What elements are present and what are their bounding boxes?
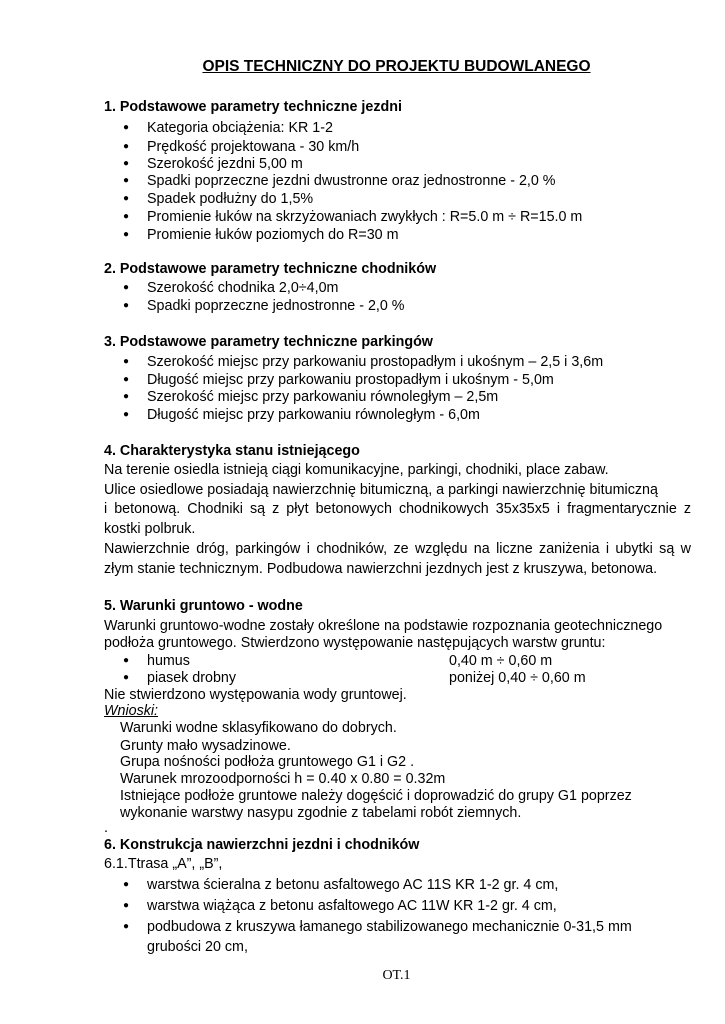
list-item: ● Spadki poprzeczne jezdni dwustronne oraz jednostronne - 2,0 % [123, 173, 556, 189]
soil-layer-name: ● piasek drobny [123, 670, 237, 686]
paragraph-line: podłoża gruntowego. Stwierdzono występowanie następujących warstw gruntu: [104, 635, 606, 651]
bullet-icon: ● [123, 141, 130, 152]
paragraph-line: Ulice osiedlowe posiadają nawierzchnię bitumiczną, a parkingi nawierzchnię bitumiczną [104, 482, 658, 498]
list-item: ● Spadek podłużny do 1,5% [123, 191, 314, 207]
bullet-icon: ● [123, 193, 130, 204]
bullet-icon: ● [123, 211, 130, 222]
conclusion-line: Istniejące podłoże gruntowe należy dogęścić i doprowadzić do grupy G1 poprzez [120, 788, 632, 804]
list-item: ● Spadki poprzeczne jednostronne - 2,0 % [123, 298, 405, 314]
section-6-heading: 6. Konstrukcja nawierzchni jezdni i chodników [104, 837, 420, 853]
list-item: ● Promienie łuków na skrzyżowaniach zwykłych : R=5.0 m ÷ R=15.0 m [123, 209, 583, 225]
paragraph-line: kostki polbruk. [104, 521, 196, 537]
paragraph-line: i betonową. Chodniki są z płyt betonowych chodnikowych 35x35x5 i fragmentarycznie z [104, 501, 691, 517]
list-item: ● warstwa ścieralna z betonu asfaltowego AC 11S KR 1-2 gr. 4 cm, [123, 877, 559, 893]
list-item: ● Promienie łuków poziomych do R=30 m [123, 227, 399, 243]
bullet-icon: ● [123, 229, 130, 240]
bullet-icon: ● [123, 655, 130, 666]
section-5-heading: 5. Warunki gruntowo - wodne [104, 598, 303, 614]
bullet-icon: ● [123, 409, 130, 420]
bullet-icon: ● [123, 175, 130, 186]
list-item: ● podbudowa z kruszywa łamanego stabilizowanego mechanicznie 0-31,5 mm [123, 919, 632, 935]
list-item: ● warstwa wiążąca z betonu asfaltowego AC 11W KR 1-2 gr. 4 cm, [123, 898, 557, 914]
conclusion-line: Warunek mrozoodporności h = 0.40 x 0.80 = 0.32m [120, 771, 446, 787]
bullet-icon: ● [123, 282, 130, 293]
bullet-icon: ● [123, 300, 130, 311]
list-item: ● Szerokość jezdni 5,00 m [123, 156, 303, 172]
conclusion-line: wykonanie warstwy nasypu zgodnie z tabelami robót ziemnych. [120, 805, 522, 821]
bullet-icon: ● [123, 879, 130, 890]
list-item: ● Długość miejsc przy parkowaniu równoległym - 6,0m [123, 407, 480, 423]
list-item-continuation: grubości 20 cm, [147, 939, 248, 955]
conclusions-label: Wnioski: [104, 703, 159, 719]
list-item: ● Szerokość chodnika 2,0÷4,0m [123, 280, 339, 296]
bullet-icon: ● [123, 672, 130, 683]
paragraph-line: Warunki gruntowo-wodne zostały określone na podstawie rozpoznania geotechnicznego [104, 618, 663, 634]
bullet-icon: ● [123, 122, 130, 133]
conclusion-line: Grupa nośności podłoża gruntowego G1 i G2 . [120, 754, 415, 770]
soil-layer-depth: 0,40 m ÷ 0,60 m [449, 653, 553, 669]
list-item: ● Kategoria obciążenia: KR 1-2 [123, 120, 333, 136]
list-item: ● Szerokość miejsc przy parkowaniu równoległym – 2,5m [123, 389, 499, 405]
list-item: ● Prędkość projektowana - 30 km/h [123, 139, 360, 155]
paragraph-line: złym stanie technicznym. Podbudowa nawierzchni jezdnych jest z kruszywa, betonowa. [104, 561, 658, 577]
paragraph-line: Nie stwierdzono występowania wody gruntowej. [104, 687, 407, 703]
bullet-icon: ● [123, 374, 130, 385]
list-item: ● Długość miejsc przy parkowaniu prostopadłym i ukośnym - 5,0m [123, 372, 554, 388]
bullet-icon: ● [123, 900, 130, 911]
page-title: OPIS TECHNICZNY DO PROJEKTU BUDOWLANEGO [202, 58, 591, 75]
section-2-heading: 2. Podstawowe parametry techniczne chodników [104, 261, 437, 277]
bullet-icon: ● [123, 356, 130, 367]
soil-layer-depth: poniżej 0,40 ÷ 0,60 m [449, 670, 586, 686]
bullet-icon: ● [123, 921, 130, 932]
page-footer: OT.1 [382, 968, 411, 983]
conclusion-line: Grunty mało wysadzinowe. [120, 738, 291, 754]
soil-layer-name: ● humus [123, 653, 190, 669]
conclusion-line: Warunki wodne sklasyfikowano do dobrych. [120, 720, 397, 736]
stray-dot: . [104, 820, 108, 836]
bullet-icon: ● [123, 158, 130, 169]
section-3-heading: 3. Podstawowe parametry techniczne parkingów [104, 334, 433, 350]
bullet-icon: ● [123, 391, 130, 402]
section-1-heading: 1. Podstawowe parametry techniczne jezdni [104, 99, 402, 115]
section-4-heading: 4. Charakterystyka stanu istniejącego [104, 443, 360, 459]
list-item: ● Szerokość miejsc przy parkowaniu prostopadłym i ukośnym – 2,5 i 3,6m [123, 354, 604, 370]
paragraph-line: Na terenie osiedla istnieją ciągi komunikacyjne, parkingi, chodniki, place zabaw. [104, 462, 609, 478]
paragraph-line: Nawierzchnie dróg, parkingów i chodników, ze względu na liczne zaniżenia i ubytki są w [104, 541, 691, 557]
subsection-heading: 6.1.Ttrasa „A”, „B”, [104, 856, 223, 872]
